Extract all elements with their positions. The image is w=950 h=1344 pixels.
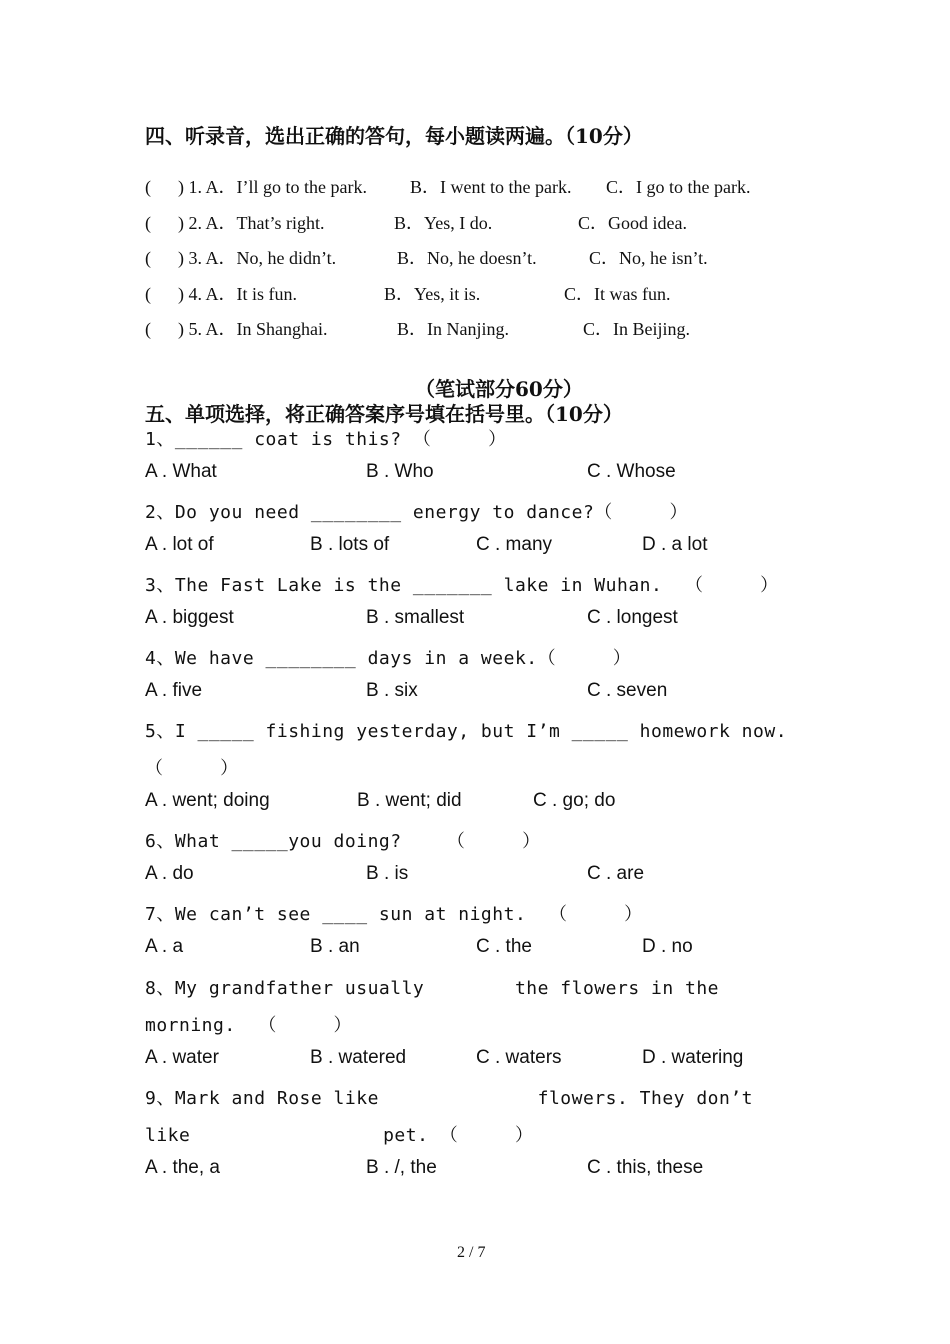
question-2-option-d: D . a lot: [642, 534, 708, 555]
question-5-bracket: （ ）: [145, 758, 239, 779]
question-7-option-b: B . an: [310, 936, 360, 957]
listen-item-4-question: ( ) 4. A．It is fun.: [145, 284, 297, 304]
listen-item-2-option-b: B．Yes, I do.: [394, 213, 493, 233]
question-4-option-a: A . five: [145, 680, 203, 701]
question-5: 5、I _____ fishing yesterday, but I’m _____ homework now.: [145, 721, 788, 742]
question-6-option-b: B . is: [366, 863, 409, 884]
question-9-option-c: C . this, these: [587, 1157, 704, 1178]
question-1-option-c: C . Whose: [587, 461, 676, 482]
question-4-option-c: C . seven: [587, 680, 668, 701]
question-9-option-a: A . the, a: [145, 1157, 220, 1178]
question-3-option-a: A . biggest: [145, 607, 234, 628]
listen-item-1-option-b: B．I went to the park.: [410, 177, 572, 197]
question-8-option-d: D . watering: [642, 1047, 744, 1068]
question-1-option-b: B . Who: [366, 461, 434, 482]
listen-item-4-option-c: C．It was fun.: [564, 284, 671, 304]
question-5-option-c: C . go; do: [533, 790, 616, 811]
listen-item-2-question: ( ) 2. A．That’s right.: [145, 213, 325, 233]
question-8: 8、My grandfather usually the flowers in the: [145, 978, 720, 999]
listen-item-3-question: ( ) 3. A．No, he didn’t.: [145, 248, 337, 268]
question-6: 6、What _____you doing? （ ）: [145, 831, 541, 852]
question-1-option-a: A . What: [145, 461, 217, 482]
listen-item-3-option-b: B．No, he doesn’t.: [397, 248, 537, 268]
question-8-option-a: A . water: [145, 1047, 219, 1068]
question-3-option-b: B . smallest: [366, 607, 465, 628]
listen-item-5-question: ( ) 5. A．In Shanghai.: [145, 319, 328, 339]
listen-item-3-option-c: C．No, he isn’t.: [589, 248, 708, 268]
question-4-option-b: B . six: [366, 680, 418, 701]
question-8-option-c: C . waters: [476, 1047, 562, 1068]
listen-item-2-option-c: C．Good idea.: [578, 213, 687, 233]
question-7-option-d: D . no: [642, 936, 693, 957]
listen-item-1-question: ( ) 1. A．I’ll go to the park.: [145, 177, 367, 197]
question-3: 3、The Fast Lake is the _______ lake in Wuhan. （ ）: [145, 575, 779, 596]
question-8-continued: morning. （ ）: [145, 1015, 353, 1036]
question-8-option-b: B . watered: [310, 1047, 407, 1068]
question-7: 7、We can’t see ____ sun at night. （ ）: [145, 904, 643, 925]
question-2-option-b: B . lots of: [310, 534, 390, 555]
question-2-option-a: A . lot of: [145, 534, 214, 555]
listen-item-5-option-b: B．In Nanjing.: [397, 319, 509, 339]
listen-item-4-option-b: B．Yes, it is.: [384, 284, 481, 304]
listen-item-1-option-c: C．I go to the park.: [606, 177, 751, 197]
section-5-title: 五、单项选择，将正确答案序号填在括号里。（10分）: [145, 402, 623, 426]
question-9-option-b: B . /, the: [366, 1157, 437, 1178]
question-5-option-b: B . went; did: [357, 790, 462, 811]
question-7-option-a: A . a: [145, 936, 184, 957]
question-2-option-c: C . many: [476, 534, 553, 555]
question-3-option-c: C . longest: [587, 607, 678, 628]
question-4: 4、We have ________ days in a week.（ ）: [145, 648, 632, 669]
question-6-option-c: C . are: [587, 863, 645, 884]
question-9: 9、Mark and Rose like flowers. They don’t: [145, 1088, 754, 1109]
question-7-option-c: C . the: [476, 936, 532, 957]
written-part-heading: （笔试部分60分）: [415, 377, 583, 401]
question-6-option-a: A . do: [145, 863, 194, 884]
section-4-title: 四、听录音，选出正确的答句，每小题读两遍。（10分）: [145, 124, 643, 148]
listen-item-5-option-c: C．In Beijing.: [583, 319, 690, 339]
question-9-continued: like pet. （ ）: [145, 1125, 534, 1146]
question-2: 2、Do you need ________ energy to dance?（ ）: [145, 502, 688, 523]
question-1: 1、______ coat is this? （ ）: [145, 429, 507, 450]
question-5-option-a: A . went; doing: [145, 790, 270, 811]
page-number: 2 / 7: [457, 1244, 486, 1261]
